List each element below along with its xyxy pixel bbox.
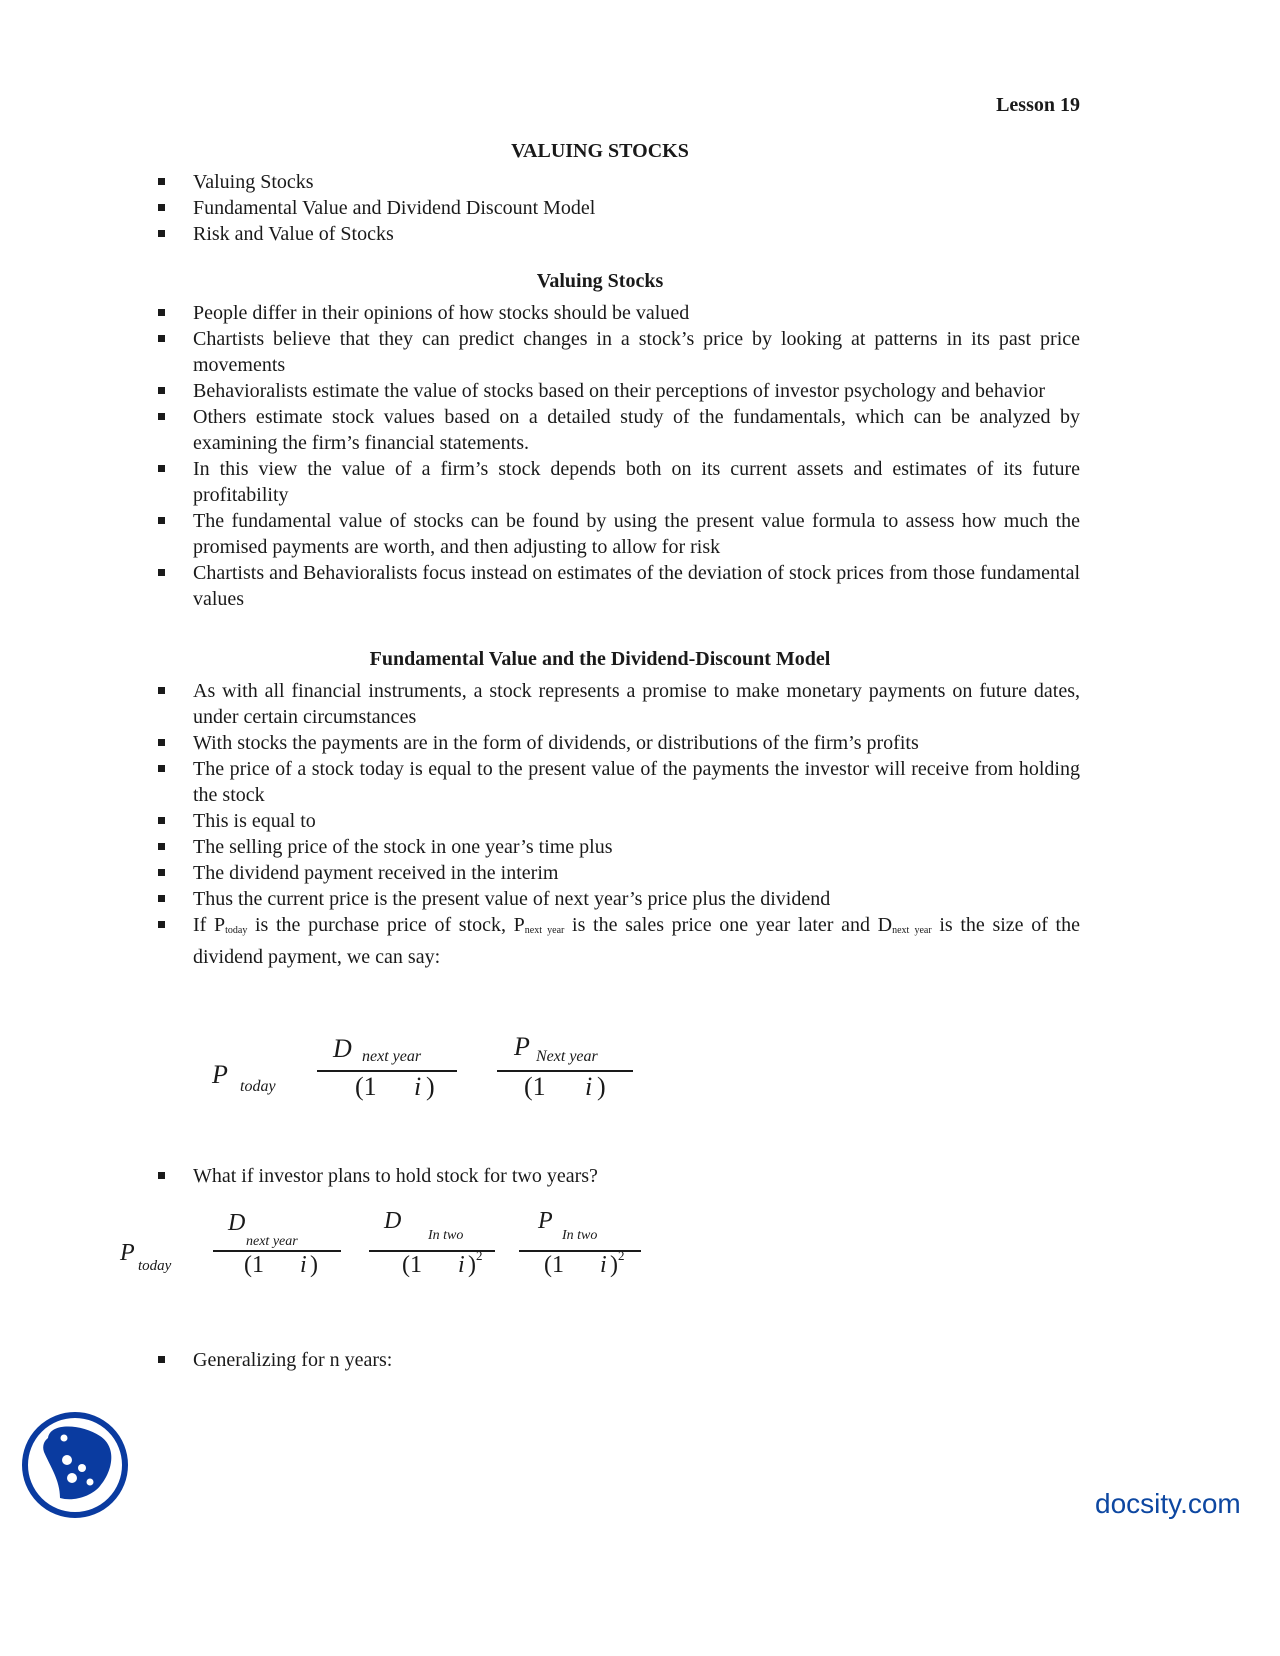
eq2-t3-num: P (538, 1208, 553, 1234)
eq1-term1-sub: next year (362, 1048, 422, 1065)
generalizing-list (155, 1347, 1080, 1373)
eq2-t3-den-left: (1 (544, 1252, 564, 1278)
eq2-fraction-bar-1 (213, 1250, 341, 1252)
eq2-t2-sub: In two (428, 1228, 464, 1243)
list-item: This is equal to (155, 808, 1080, 834)
list-item: Valuing Stocks (155, 169, 1080, 195)
eq2-t1-num: D (228, 1210, 246, 1236)
eq2-t2-den-left: (1 (402, 1252, 422, 1278)
eq2-t2-den-right: ) (468, 1252, 476, 1278)
eq1-term2-den-left: (1 (524, 1072, 546, 1101)
list-item: In this view the value of a firm’s stock depends both on its current assets and estimates of its future profitability (155, 456, 1080, 508)
list-item: Others estimate stock values based on a detailed study of the fundamentals, which can be analyzed by examining the firm’s financial statements. (155, 404, 1080, 456)
eq1-term2-sub: Next year (536, 1048, 598, 1065)
eq1-term2-den-right: ) (597, 1072, 606, 1101)
eq2-t2-num: D (384, 1208, 402, 1234)
docsity-brand-link[interactable]: docsity.com (1095, 1488, 1241, 1519)
eq2-t1-den-left: (1 (244, 1252, 264, 1278)
valuing-stocks-list (155, 300, 1080, 612)
equation-one-year (0, 1032, 1280, 1120)
eq1-term1-den-right: ) (426, 1072, 435, 1101)
list-item: People differ in their opinions of how stocks should be valued (155, 300, 1080, 326)
eq2-t3-exponent: 2 (618, 1248, 625, 1263)
dividend-discount-list (155, 678, 1080, 970)
eq2-t1-den-right: ) (310, 1252, 318, 1278)
eq1-term2-num: P (514, 1032, 530, 1061)
list-item: If $P_{today}$ is the purchase price of stock, $P_{next year}$ is the sales price one year later and $D_{next year}$ is the size of the dividend payment, we can say: (155, 912, 1080, 970)
list-item: With stocks the payments are in the form of dividends, or distributions of the firm’s profits (155, 730, 1080, 756)
section-heading-valuing-stocks: Valuing Stocks (536, 270, 664, 292)
list-item: The dividend payment received in the interim (155, 860, 1080, 886)
outline-list (155, 169, 1080, 247)
eq2-lhs-sub: today (138, 1258, 172, 1274)
list-item: Risk and Value of Stocks (155, 221, 1080, 247)
list-item: Thus the current price is the present value of next year’s price plus the dividend (155, 886, 1080, 912)
eq2-t2-exponent: 2 (476, 1248, 483, 1263)
eq2-t3-den-right: ) (610, 1252, 618, 1278)
section-heading-dividend-discount: Fundamental Value and the Dividend-Discount Model (369, 648, 831, 670)
list-item: Fundamental Value and Dividend Discount Model (155, 195, 1080, 221)
eq1-fraction-bar-2 (497, 1070, 633, 1072)
eq2-t1-sub: next year (246, 1234, 298, 1249)
list-item: As with all financial instruments, a stock represents a promise to make monetary payments on future dates, under certain circumstances (155, 678, 1080, 730)
list-item: The fundamental value of stocks can be found by using the present value formula to assess how much the promised payments are worth, and then adjusting to allow for risk (155, 508, 1080, 560)
list-item: Chartists believe that they can predict changes in a stock’s price by looking at patterns in its past price movements (155, 326, 1080, 378)
eq1-term1-den-left: (1 (355, 1072, 377, 1101)
eq1-term1-den-i: i (414, 1072, 422, 1101)
eq2-t1-den-i: i (300, 1252, 307, 1278)
eq2-t3-den-i: i (600, 1252, 607, 1278)
docsity-logo-icon (20, 1410, 130, 1520)
eq2-t3-sub: In two (562, 1228, 598, 1243)
eq1-lhs-sub: today (240, 1078, 276, 1095)
eq1-fraction-bar-1 (317, 1070, 457, 1072)
list-item: The selling price of the stock in one year’s time plus (155, 834, 1080, 860)
list-item: Chartists and Behavioralists focus instead on estimates of the deviation of stock prices from those fundamental values (155, 560, 1080, 612)
list-item: Behavioralists estimate the value of stocks based on their perceptions of investor psychology and behavior (155, 378, 1080, 404)
list-item: What if investor plans to hold stock for two years? (155, 1163, 1080, 1189)
eq1-term1-num: D (333, 1034, 352, 1063)
question-list (155, 1163, 1080, 1189)
equation-two-year (0, 1208, 1280, 1294)
list-item: Generalizing for n years: (155, 1347, 1080, 1373)
list-item: The price of a stock today is equal to the present value of the payments the investor will receive from holding the stock (155, 756, 1080, 808)
lesson-number: Lesson 19 (996, 94, 1080, 116)
eq1-lhs: P (212, 1060, 228, 1089)
eq1-term2-den-i: i (585, 1072, 593, 1101)
page-title: VALUING STOCKS (511, 140, 689, 162)
eq2-lhs: P (120, 1240, 135, 1266)
eq2-t2-den-i: i (458, 1252, 465, 1278)
